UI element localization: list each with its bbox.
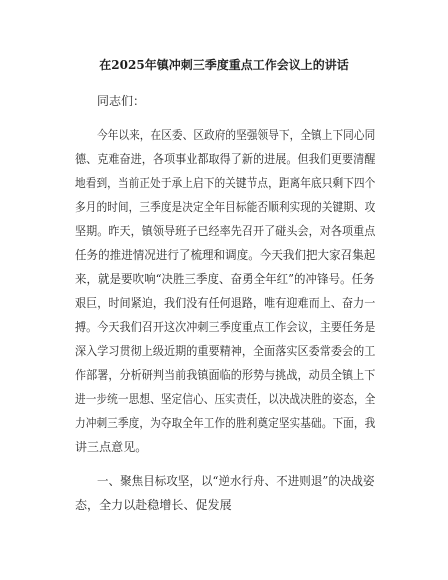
paragraph-line: 今年以来，在区委、区政府的坚强领导下，全镇上下同心同 — [97, 128, 376, 142]
paragraph-line: 任务的推进情况进行了梳理和调度。今天我们把大家召集起 — [75, 248, 376, 262]
paragraph-line: 搏。今天我们召开这次冲刺三季度重点工作会议，主要任务是 — [75, 320, 376, 334]
paragraph-line: 力冲刺三季度，为夺取全年工作的胜利奠定坚实基础。下面，我 — [75, 416, 376, 430]
section-heading-line: 一、聚焦目标攻坚，以“逆水行舟、不进则退”的决战姿 — [97, 474, 375, 488]
paragraph-line: 作部署，分析研判当前我镇面临的形势与挑战，动员全镇上下 — [75, 368, 376, 382]
section-heading-line: 态，全力以赴稳增长、促发展 — [75, 498, 232, 512]
paragraph-line: 多月的时间，三季度是决定全年目标能否顺利实现的关键期、攻 — [75, 200, 376, 214]
paragraph-line: 地看到，当前正处于承上启下的关键节点，距离年底只剩下四个 — [75, 176, 376, 190]
paragraph-line: 深入学习贯彻上级近期的重要精神，全面落实区委常委会的工 — [75, 344, 376, 358]
paragraph-line: 讲三点意见。 — [75, 440, 148, 454]
paragraph-line: 来，就是要吹响“决胜三季度、奋勇全年红”的冲锋号。任务 — [75, 272, 375, 286]
paragraph-line: 德、克难奋进，各项事业都取得了新的进展。但我们更要清醒 — [75, 152, 376, 166]
paragraph-line: 坚期。昨天，镇领导班子已经率先召开了碰头会，对各项重点 — [75, 224, 376, 238]
paragraph-line: 进一步统一思想、坚定信心、压实责任，以决战决胜的姿态，全 — [75, 392, 376, 406]
document-title: 在2025年镇冲刺三季度重点工作会议上的讲话 — [99, 58, 349, 72]
salutation: 同志们： — [97, 94, 146, 108]
paragraph-line: 艰巨，时间紧迫，我们没有任何退路，唯有迎难而上、奋力一 — [75, 296, 376, 310]
